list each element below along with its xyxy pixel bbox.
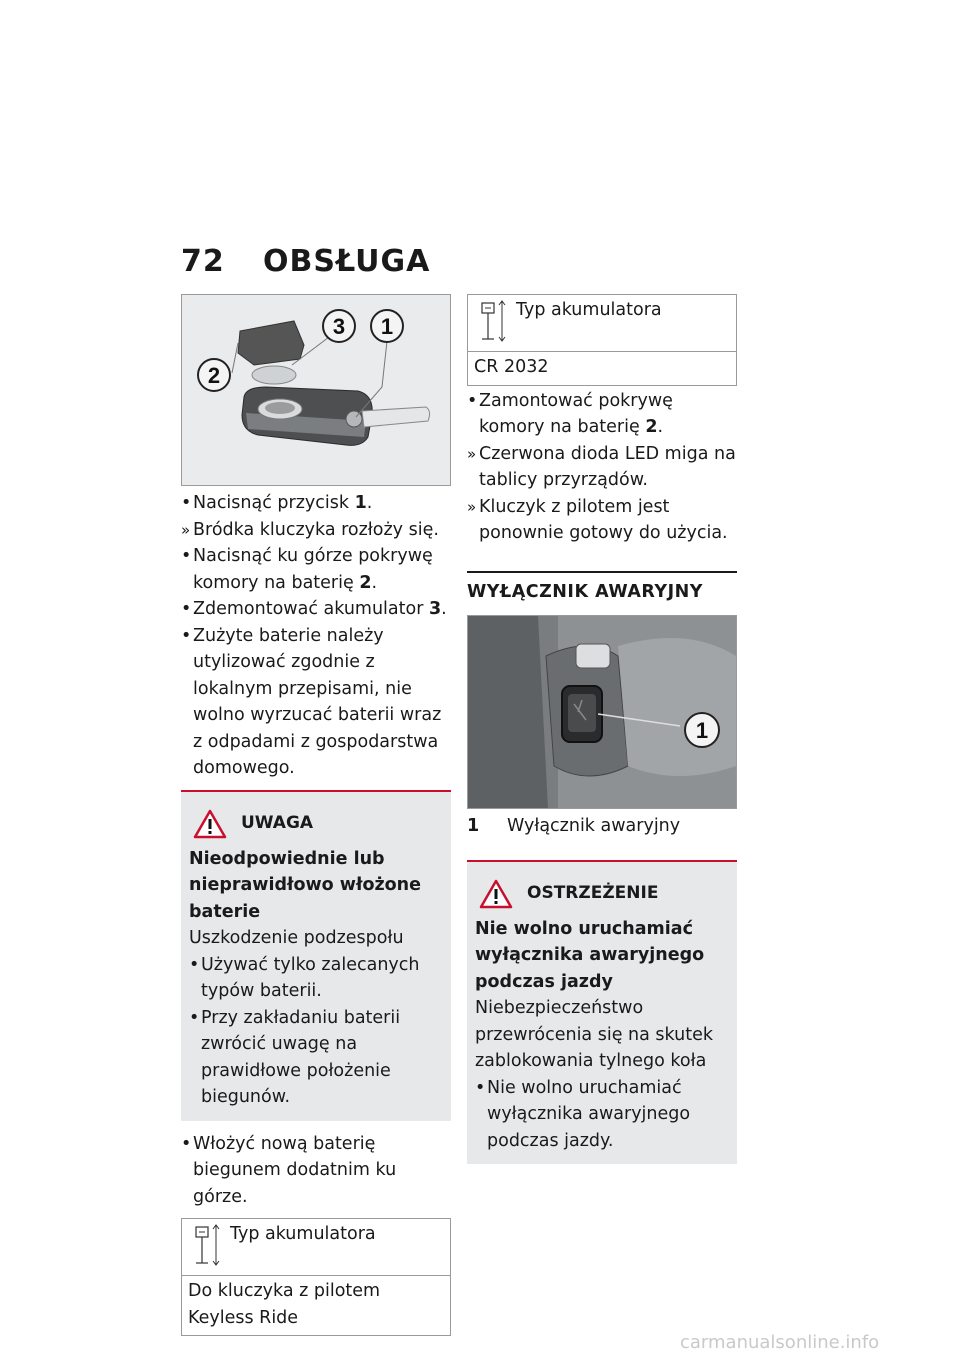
step-ref: 2 [359,572,372,593]
figure-label-2: 2 [207,363,221,388]
page-number: 72 [181,244,225,279]
notice-headline: Nieodpowiednie lub nieprawidłowo włożone baterie [189,848,422,922]
warning-callout [467,860,737,1165]
step-item [181,543,451,596]
step-item [181,596,451,623]
warning-triangle-icon [479,879,513,909]
spec-label: Typ akumulatora [516,300,662,320]
step-ref: 1 [354,493,367,513]
step-text: Zdemontować akumulator [193,599,429,619]
figure-label-3: 3 [332,314,346,339]
right-column [467,294,737,1174]
warning-consequence: Niebezpieczeństwo przewrócenia się na skutek zablokowania tylnego koła [475,998,713,1071]
figure-callout-3 [323,310,355,342]
notice-title [189,806,443,842]
step-item: • Włożyć nową baterię biegunem dodatnim ku górze. [181,1131,451,1211]
step-tail: . [371,572,378,593]
warning-triangle-icon [193,809,227,839]
key-battery-figure [181,294,451,486]
step-text: Nacisnąć przycisk [193,493,355,513]
warning-title [475,876,729,912]
caption-number: 1 [467,816,480,836]
spec-header [468,295,736,352]
result-item [181,517,451,544]
warning-label: OSTRZEŻENIE [527,883,659,904]
notice-callout [181,790,451,1121]
caption-text: Wyłącznik awaryjny [507,816,681,836]
battery-spec-icon [468,295,516,351]
result-item: » Kluczyk z pilotem jest ponownie gotowy do użycia. [467,494,737,547]
spec-header [182,1219,450,1276]
figure-callout-1 [371,310,403,342]
notice-items [189,952,443,1111]
notice-item: • Przy zakładaniu baterii zwrócić uwagę na prawidłowe położenie biegunów. [189,1005,443,1111]
figure-callout-1 [685,713,719,747]
spec-value: CR 2032 [474,357,549,377]
step-text: Zamontować pokrywę komory na baterię [479,390,673,437]
figure-label-1: 1 [695,718,709,743]
figure-caption [467,813,737,840]
spec-label: Typ akumulatora [230,1224,376,1244]
step-tail: . [657,417,664,437]
section-title: WYŁĄCZNIK AWARYJNY [467,571,737,606]
step-item [181,490,451,517]
warning-items [475,1075,729,1155]
step-tail: . [441,599,447,619]
step-tail: . [366,493,373,513]
battery-spec-table [181,1218,451,1336]
spec-value: Do kluczyka z pilotem Keyless Ride [188,1281,381,1328]
figure-callout-2 [198,359,230,391]
battery-spec-icon [182,1219,230,1275]
kill-switch-figure [467,615,737,809]
procedure-steps-after [181,1131,451,1211]
procedure-steps [181,490,451,782]
left-column [181,294,451,1336]
notice-item: • Używać tylko zalecanych typów baterii. [189,952,443,1005]
step-item [467,388,737,441]
step-item [181,623,451,782]
step-text: Zużyte baterie należy utylizować zgodnie z lokalnym przepisami, nie wolno wyrzucać baterii wraz z odpadami z gospodarstwa domowego. [193,625,442,778]
result-item: » Czerwona dioda LED miga na tablicy przyrządów. [467,441,737,494]
warning-headline: Nie wolno uruchamiać wyłącznika awaryjnego podczas jazdy [475,918,705,992]
notice-consequence: Uszkodzenie podzespołu [189,928,404,948]
page-header [181,244,430,279]
page-title: OBSŁUGA [263,244,431,279]
figure-label-1: 1 [380,314,394,339]
key-fob-illustration [182,295,450,485]
battery-type-spec-table [467,294,737,386]
step-ref: 2 [645,417,658,437]
step-ref: 3 [428,599,442,619]
warning-item: • Nie wolno uruchamiać wyłącznika awaryjnego podczas jazdy. [475,1075,729,1155]
procedure-steps [467,388,737,547]
step-text: Bródka kluczyka rozłoży się. [193,519,439,540]
watermark: carmanualsonline.info [680,1332,880,1353]
handlebar-switch-illustration [468,616,736,808]
notice-label: UWAGA [241,813,314,834]
step-text: Nacisnąć ku górze pokrywę komory na baterię [193,546,433,593]
